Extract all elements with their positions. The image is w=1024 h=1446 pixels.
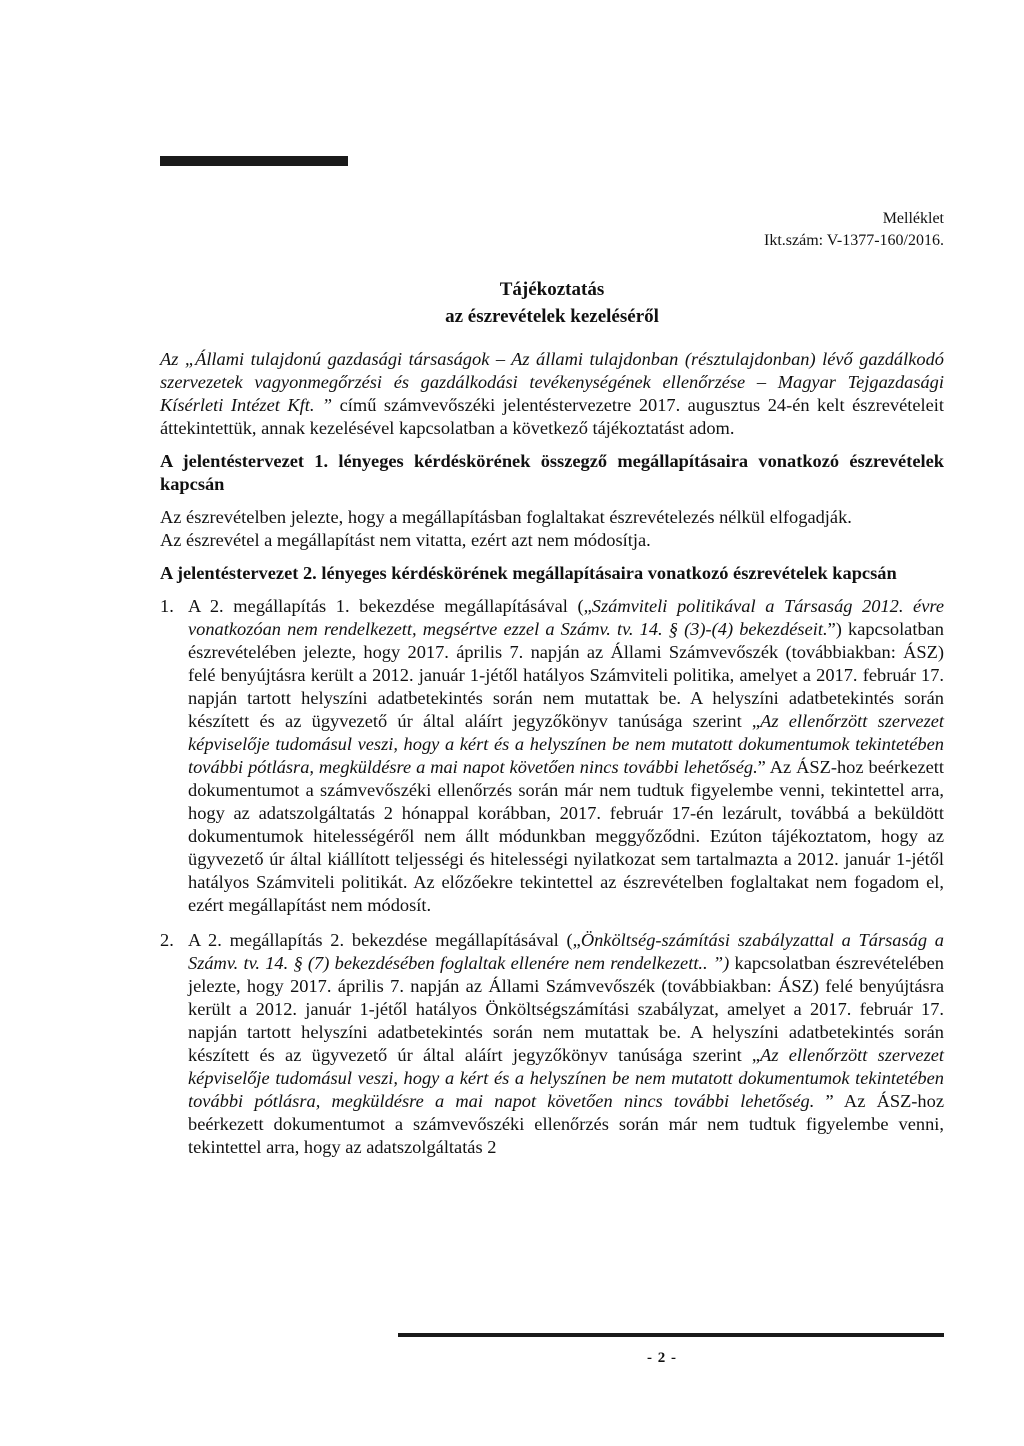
document-body xyxy=(160,348,944,1171)
intro-paragraph xyxy=(160,348,944,440)
section-1-text-2: Az észrevétel a megállapítást nem vitatta, ezért azt nem módosítja. xyxy=(160,530,651,550)
footer-rule xyxy=(398,1333,944,1337)
finding-text-part: ” Az ÁSZ-hoz beérkezett dokumentumot a számvevőszéki ellenőrzés során már nem tudtuk figyelembe venni, tekintettel arra, hogy az adatszolgáltatás 2 hónappal korábban, 2017. február 17-én lezárult, továbbá a beküldött dokumentumok hitelességéről nem állt módunkban meggyőződni. Ezúton tájékoztatom, hogy az ügyvezető úr által kiállított teljességi és hitelességi nyilatkozat sem tartalmazta a 2012. január 1-jétől hatályos Számviteli politikát. Az előzőekre tekintettel az észrevételben foglaltakat nem fogadom el, ezért megállapítást nem módosít. xyxy=(188,757,944,915)
scan-artifact-top-bar xyxy=(160,156,348,166)
page-number: - 2 - xyxy=(647,1350,677,1366)
annex-label: Melléklet xyxy=(882,210,944,227)
document-title xyxy=(160,276,944,330)
finding-number: 1. xyxy=(160,596,174,616)
section-1-paragraph xyxy=(160,506,944,552)
finding-item xyxy=(160,595,944,917)
finding-text-part: A 2. megállapítás 1. bekezdése megállapításával („ xyxy=(188,596,592,616)
title-line-2: az észrevételek kezeléséről xyxy=(445,306,659,327)
finding-text-part: ” Az ÁSZ-hoz beérkezett dokumentumot a számvevőszéki ellenőrzés során már nem tudtuk figyelembe venni, tekintettel arra, hogy az adatszolgáltatás 2 xyxy=(188,1091,944,1157)
title-line-1: Tájékoztatás xyxy=(499,279,605,300)
intro-normal: című számvevőszéki jelentéstervezetre 2017. augusztus 24-én kelt észrevételeit áttekintettük, annak kezelésével kapcsolatban a következő tájékoztatást adom. xyxy=(160,395,945,438)
finding-quote: Önköltség-számítási szabályzattal a Társaság a Számv. tv. 14. § (7) bekezdésében foglaltak ellenére nem rendelkezett.. ”) xyxy=(188,930,944,973)
finding-text-part: ”) kapcsolatban észrevételében jelezte, hogy 2017. április 7. napján az Állami Számvevőszék (továbbiakban: ÁSZ) felé benyújtásra került a 2012. január 1-jétől hatályos Számviteli politika, amelyet a 2017. február 17. napján tartott helyszíni adatbetekintés során nem mutattak be. A helyszíni adatbetekintés során készített és az ügyvezető úr által aláírt jegyzőkönyv tanúsága szerint „ xyxy=(188,619,945,731)
finding-text xyxy=(188,929,944,1159)
finding-quote: Számviteli politikával a Társaság 2012. évre vonatkozóan nem rendelkezett, megsértve ezzel a Számv. tv. 14. § (3)-(4) bekezdéseit. xyxy=(188,596,944,639)
document-header xyxy=(764,208,944,252)
finding-item xyxy=(160,929,944,1159)
intro-italic: Az „Állami tulajdonú gazdasági társaságok – Az állami tulajdonban (résztulajdonban) lévő gazdálkodó szervezetek vagyonmegőrzési és gazdálkodási tevékenységének ellenőrzése – Magyar Tejgazdasági Kísérleti Intézet Kft. ” xyxy=(160,349,944,415)
finding-text xyxy=(188,595,944,917)
section-2-heading: A jelentéstervezet 2. lényeges kérdéskörének megállapításaira vonatkozó észrevételek kapcsán xyxy=(160,563,897,583)
finding-quote: Az ellenőrzött szervezet képviselője tudomásul veszi, hogy a kért és a helyszínen be nem mutatott dokumentumok tekintetében további pótlásra, megküldésre a mai napot követően nincs további lehetőség. xyxy=(188,1045,944,1111)
finding-quote: Az ellenőrzött szervezet képviselője tudomásul veszi, hogy a kért és a helyszínen be nem mutatott dokumentumok tekintetében további pótlásra, megküldésre a mai napot követően nincs további lehetőség. xyxy=(188,711,944,777)
finding-text-part: A 2. megállapítás 2. bekezdése megállapításával („ xyxy=(188,930,581,950)
reference-number: Ikt.szám: V-1377-160/2016. xyxy=(764,232,944,249)
section-1-heading: A jelentéstervezet 1. lényeges kérdéskörének összegző megállapításaira vonatkozó észrevételek kapcsán xyxy=(160,451,944,494)
finding-text-part: kapcsolatban észrevételében jelezte, hogy 2017. április 7. napján az Állami Számvevőszék (továbbiakban: ÁSZ) felé benyújtásra került a 2012. január 1-jétől hatályos Önköltségszámítási szabályzat, amelyet a 2017. február 17. napján tartott helyszíni adatbetekintés során nem mutattak be. A helyszíni adatbetekintés során készített és az ügyvezető úr által aláírt jegyzőkönyv tanúsága szerint „ xyxy=(188,953,944,1065)
section-1-text-1: Az észrevételben jelezte, hogy a megállapításban foglaltakat észrevételezés nélkül elfogadják. xyxy=(160,507,852,527)
finding-number: 2. xyxy=(160,930,174,950)
